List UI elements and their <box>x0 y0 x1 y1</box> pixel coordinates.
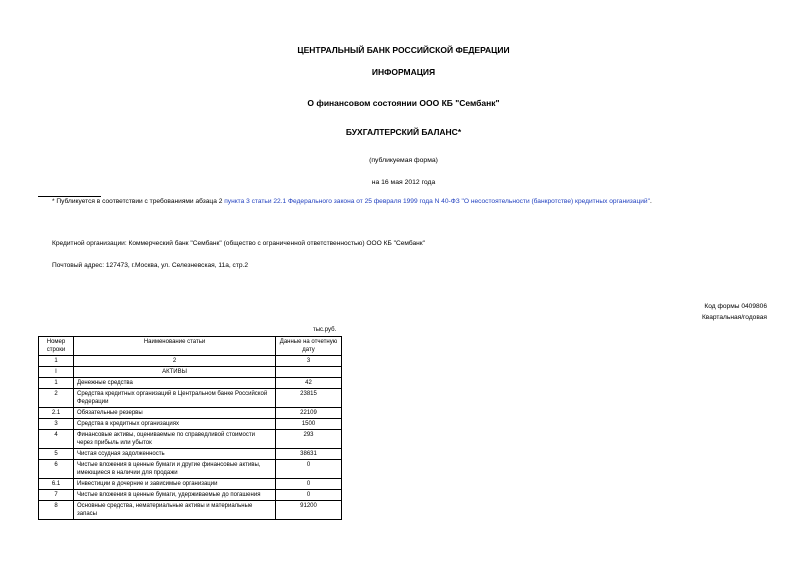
item-name: Средства кредитных организаций в Центральном банке Российской Федерации <box>74 389 276 408</box>
row-number: 4 <box>39 430 74 449</box>
table-row <box>39 501 342 520</box>
document-title: БУХГАЛТЕРСКИЙ БАЛАНС* <box>345 127 462 137</box>
postal-address: Почтовый адрес: 127473, г.Москва, ул. Селезневская, 11а, стр.2 <box>52 262 249 269</box>
column-number: 3 <box>276 356 342 367</box>
table-row <box>39 460 342 479</box>
subject-heading: О финансовом состоянии ООО КБ "Сембанк" <box>307 98 500 108</box>
form-type-label: (публикуемая форма) <box>369 157 438 164</box>
column-number-row <box>39 356 342 367</box>
item-value: 0 <box>276 460 342 479</box>
item-name: Средства в кредитных организациях <box>74 419 276 430</box>
item-value: 91200 <box>276 501 342 520</box>
table-row <box>39 449 342 460</box>
row-number: 2.1 <box>39 408 74 419</box>
report-date: на 16 мая 2012 года <box>371 179 436 186</box>
central-bank-heading: ЦЕНТРАЛЬНЫЙ БАНК РОССИЙСКОЙ ФЕДЕРАЦИИ <box>297 45 510 55</box>
item-value: 293 <box>276 430 342 449</box>
footnote <box>52 198 652 205</box>
form-code: Код формы 0409806 <box>704 303 767 310</box>
column-number: 1 <box>39 356 74 367</box>
item-value: 0 <box>276 490 342 501</box>
units-label: тыс.руб. <box>313 327 337 333</box>
row-number: 8 <box>39 501 74 520</box>
item-name: Чистые вложения в ценные бумаги и другие финансовые активы, имеющиеся в наличии для продажи <box>74 460 276 479</box>
item-name: Финансовые активы, оцениваемые по справедливой стоимости через прибыль или убыток <box>74 430 276 449</box>
item-name: Чистые вложения в ценные бумаги, удерживаемые до погашения <box>74 490 276 501</box>
table-row <box>39 378 342 389</box>
item-value: 42 <box>276 378 342 389</box>
item-value: 22109 <box>276 408 342 419</box>
section-number: I <box>39 367 74 378</box>
information-heading: ИНФОРМАЦИЯ <box>371 67 436 77</box>
item-name: Чистая ссудная задолженность <box>74 449 276 460</box>
item-value: 23815 <box>276 389 342 408</box>
table-row <box>39 479 342 490</box>
row-number: 7 <box>39 490 74 501</box>
row-number: 1 <box>39 378 74 389</box>
item-name: Основные средства, нематериальные активы и материальные запасы <box>74 501 276 520</box>
column-header: Данные на отчетную дату <box>276 337 342 356</box>
footnote-prefix: * Публикуется в соответствии с требованиями абзаца 2 <box>52 198 225 205</box>
organization-name: Кредитной организации: Коммерческий банк "Сембанк" (общество с ограниченной ответственностью) ООО КБ "Сембанк" <box>52 240 425 247</box>
table-row <box>39 490 342 501</box>
row-number: 2 <box>39 389 74 408</box>
item-value: 38631 <box>276 449 342 460</box>
item-name: Обязательные резервы <box>74 408 276 419</box>
row-number: 6 <box>39 460 74 479</box>
footnote-suffix: . <box>649 198 652 205</box>
balance-table <box>38 336 342 520</box>
row-number: 3 <box>39 419 74 430</box>
table-row <box>39 430 342 449</box>
item-value: 0 <box>276 479 342 490</box>
row-number: 6.1 <box>39 479 74 490</box>
section-value <box>276 367 342 378</box>
table-row <box>39 389 342 408</box>
section-row <box>39 367 342 378</box>
table-row <box>39 408 342 419</box>
law-link[interactable]: пункта 3 статьи 22.1 Федерального закона от 25 февраля 1999 года N 40-ФЗ "О несостоятельности (банкротстве) кредитных организаций" <box>224 198 650 205</box>
item-name: Инвестиции в дочерние и зависимые организации <box>74 479 276 490</box>
periodicity: Квартальная/годовая <box>701 314 767 321</box>
table-header-row <box>39 337 342 356</box>
row-number: 5 <box>39 449 74 460</box>
item-name: Денежные средства <box>74 378 276 389</box>
item-value: 1500 <box>276 419 342 430</box>
column-number: 2 <box>74 356 276 367</box>
table-row <box>39 419 342 430</box>
column-header: Номер строки <box>39 337 74 356</box>
column-header: Наименование статьи <box>74 337 276 356</box>
footnote-divider <box>38 196 101 197</box>
section-label: АКТИВЫ <box>74 367 276 378</box>
